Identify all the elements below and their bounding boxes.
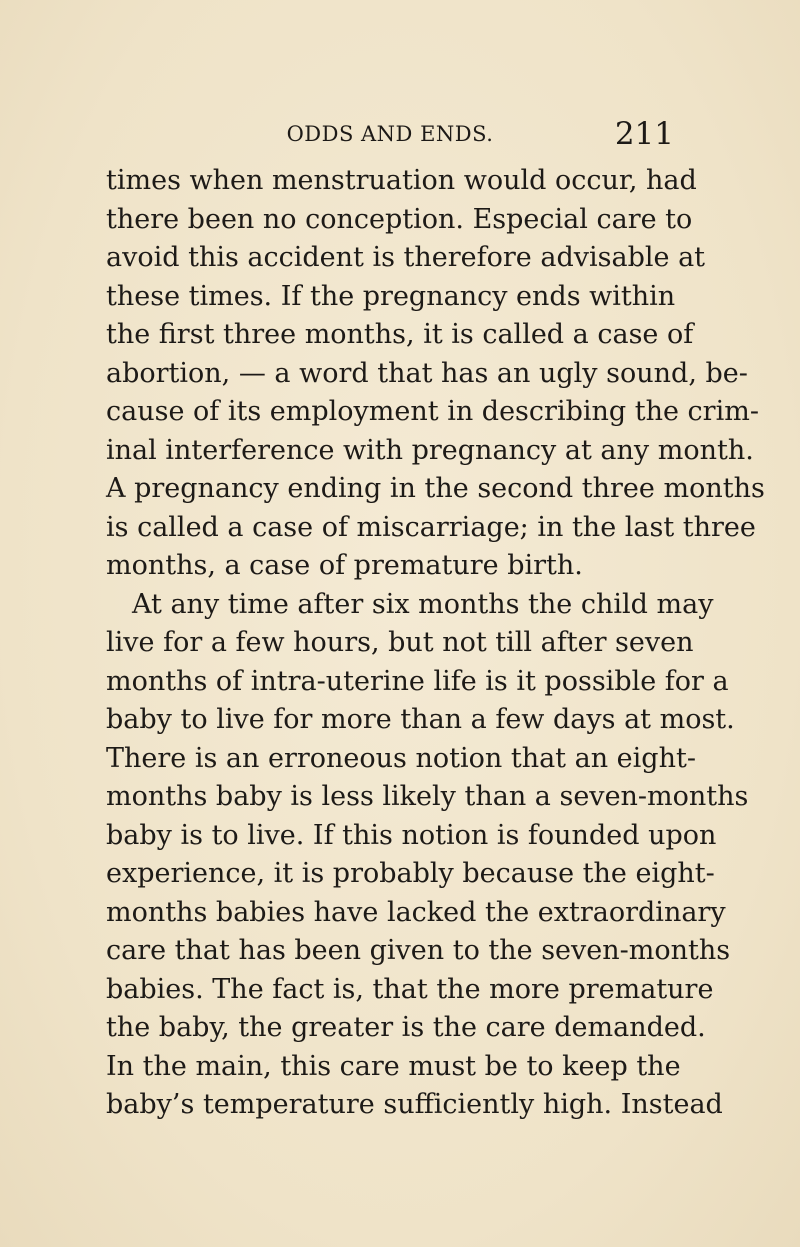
text-line: these times. If the pregnancy ends within <box>106 280 676 312</box>
text-line: live for a few hours, but not till after seven <box>106 627 694 658</box>
text-line: babies. The fact is, that the more premature <box>106 973 714 1005</box>
text-line: months babies have lacked the extraordinary <box>106 896 726 928</box>
text-line: months baby is less likely than a seven-months <box>106 781 749 812</box>
text-line: times when menstruation would occur, had <box>106 165 697 196</box>
page-header <box>106 116 674 156</box>
text-line: the first three months, it is called a case of <box>106 319 694 350</box>
text-line: months, a case of premature birth. <box>106 550 583 581</box>
text-line: care that has been given to the seven-months <box>106 935 731 966</box>
running-head: ODDS AND ENDS. <box>286 122 494 146</box>
text-line: the baby, the greater is the care demanded. <box>106 1012 706 1043</box>
text-line: At any time after six months the child may <box>132 588 714 620</box>
text-line: cause of its employment in describing the crim- <box>106 396 759 427</box>
text-line: A pregnancy ending in the second three months <box>106 473 765 504</box>
text-line: is called a case of miscarriage; in the last three <box>106 511 756 543</box>
text-line: There is an erroneous notion that an eight- <box>106 742 696 774</box>
text-line: baby to live for more than a few days at most. <box>106 704 735 735</box>
text-line: months of intra-uterine life is it possible for a <box>106 665 729 697</box>
text-line: In the main, this care must be to keep the <box>106 1050 681 1082</box>
text-line: baby is to live. If this notion is founded upon <box>106 819 717 851</box>
text-line: abortion, — a word that has an ugly sound, be- <box>106 357 748 389</box>
text-line: avoid this accident is therefore advisable at <box>106 242 706 273</box>
body-text <box>106 162 765 1125</box>
page-number: 211 <box>614 116 674 152</box>
text-line: inal interference with pregnancy at any month. <box>106 434 754 466</box>
text-line: baby’s temperature sufficiently high. Instead <box>106 1089 723 1120</box>
text-line: experience, it is probably because the eight- <box>106 858 715 889</box>
text-line: there been no conception. Especial care to <box>106 203 693 235</box>
